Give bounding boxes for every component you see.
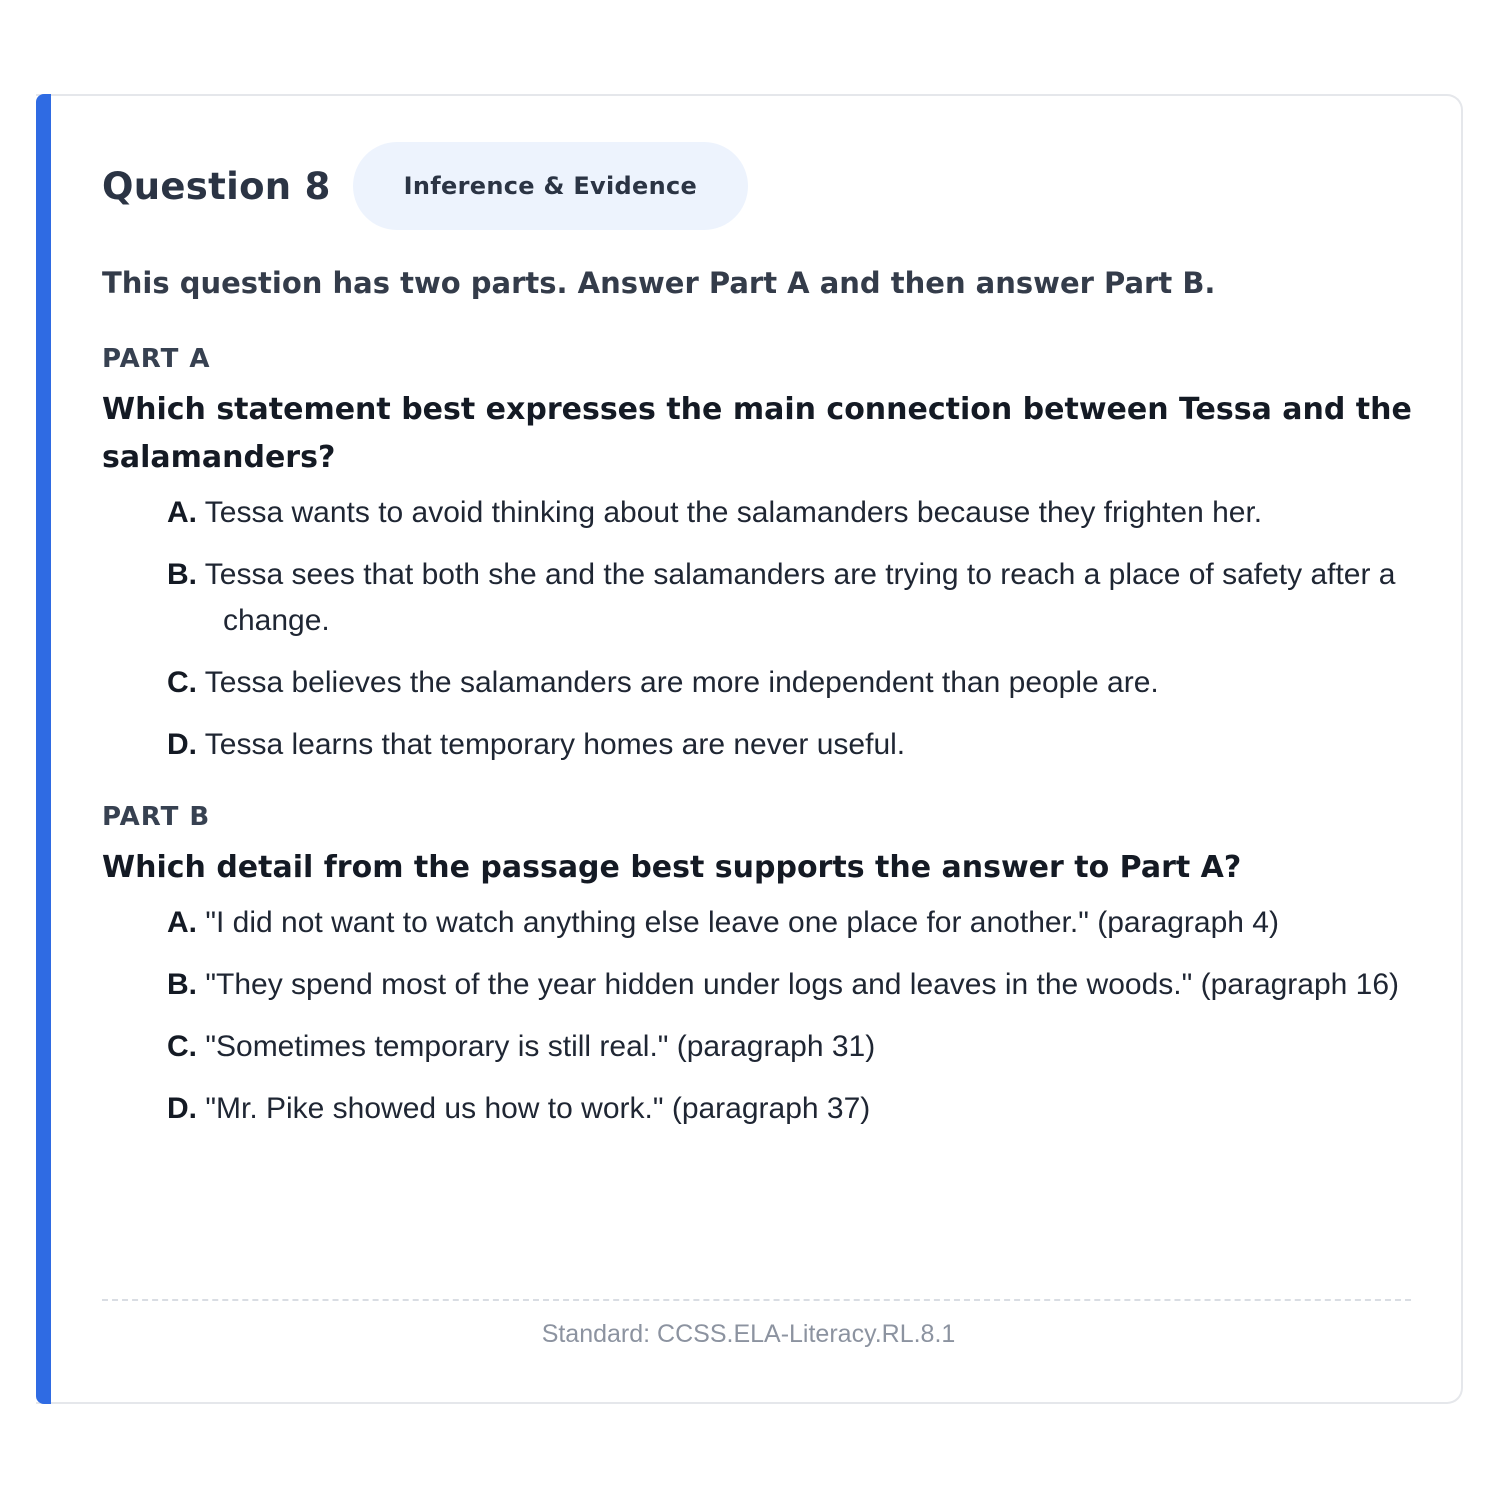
- question-intro: This question has two parts. Answer Part A and then answer Part B.: [102, 266, 1216, 300]
- part-a-option-a[interactable]: [167, 490, 1422, 536]
- option-letter: C.: [167, 1030, 197, 1063]
- part-a-label: PART A: [102, 344, 211, 374]
- part-b-options: [102, 900, 1422, 1132]
- option-text: Tessa believes the salamanders are more independent than people are.: [204, 666, 1159, 699]
- part-b-option-c[interactable]: [167, 1024, 1422, 1070]
- option-letter: B.: [167, 968, 197, 1001]
- skill-tag: Inference & Evidence: [353, 142, 748, 230]
- standard-label: Standard: CCSS.ELA-Literacy.RL.8.1: [541, 1320, 956, 1348]
- part-a-options: [102, 490, 1422, 768]
- question-content: [102, 258, 1422, 1148]
- part-b-option-b[interactable]: [167, 962, 1422, 1008]
- option-letter: B.: [167, 558, 197, 591]
- option-text: "Sometimes temporary is still real." (paragraph 31): [205, 1030, 876, 1063]
- option-letter: A.: [167, 496, 197, 529]
- footer-divider: [102, 1299, 1411, 1301]
- part-a-option-b[interactable]: [167, 552, 1422, 644]
- accent-bar: [36, 94, 51, 1404]
- part-b-option-a[interactable]: [167, 900, 1422, 946]
- option-text: "They spend most of the year hidden under logs and leaves in the woods." (paragraph 16): [205, 968, 1400, 1001]
- part-b-option-d[interactable]: [167, 1086, 1422, 1132]
- part-a-prompt: Which statement best expresses the main connection between Tessa and the salamanders?: [102, 392, 1412, 475]
- option-letter: D.: [167, 728, 197, 761]
- option-letter: A.: [167, 906, 197, 939]
- part-a-option-d[interactable]: [167, 722, 1422, 768]
- option-letter: D.: [167, 1092, 197, 1125]
- option-text: Tessa wants to avoid thinking about the salamanders because they frighten her.: [204, 496, 1263, 529]
- option-text: Tessa sees that both she and the salamanders are trying to reach a place of safety after a change.: [204, 558, 1396, 637]
- part-a-option-c[interactable]: [167, 660, 1422, 706]
- part-b-label: PART B: [102, 802, 211, 832]
- option-letter: C.: [167, 666, 197, 699]
- option-text: "Mr. Pike showed us how to work." (paragraph 37): [205, 1092, 871, 1125]
- question-card: [36, 94, 1463, 1404]
- question-title: Question 8: [102, 164, 331, 208]
- part-b-prompt: Which detail from the passage best supports the answer to Part A?: [102, 850, 1242, 885]
- question-header: [102, 142, 748, 230]
- option-text: Tessa learns that temporary homes are never useful.: [204, 728, 906, 761]
- option-text: "I did not want to watch anything else leave one place for another." (paragraph 4): [205, 906, 1279, 939]
